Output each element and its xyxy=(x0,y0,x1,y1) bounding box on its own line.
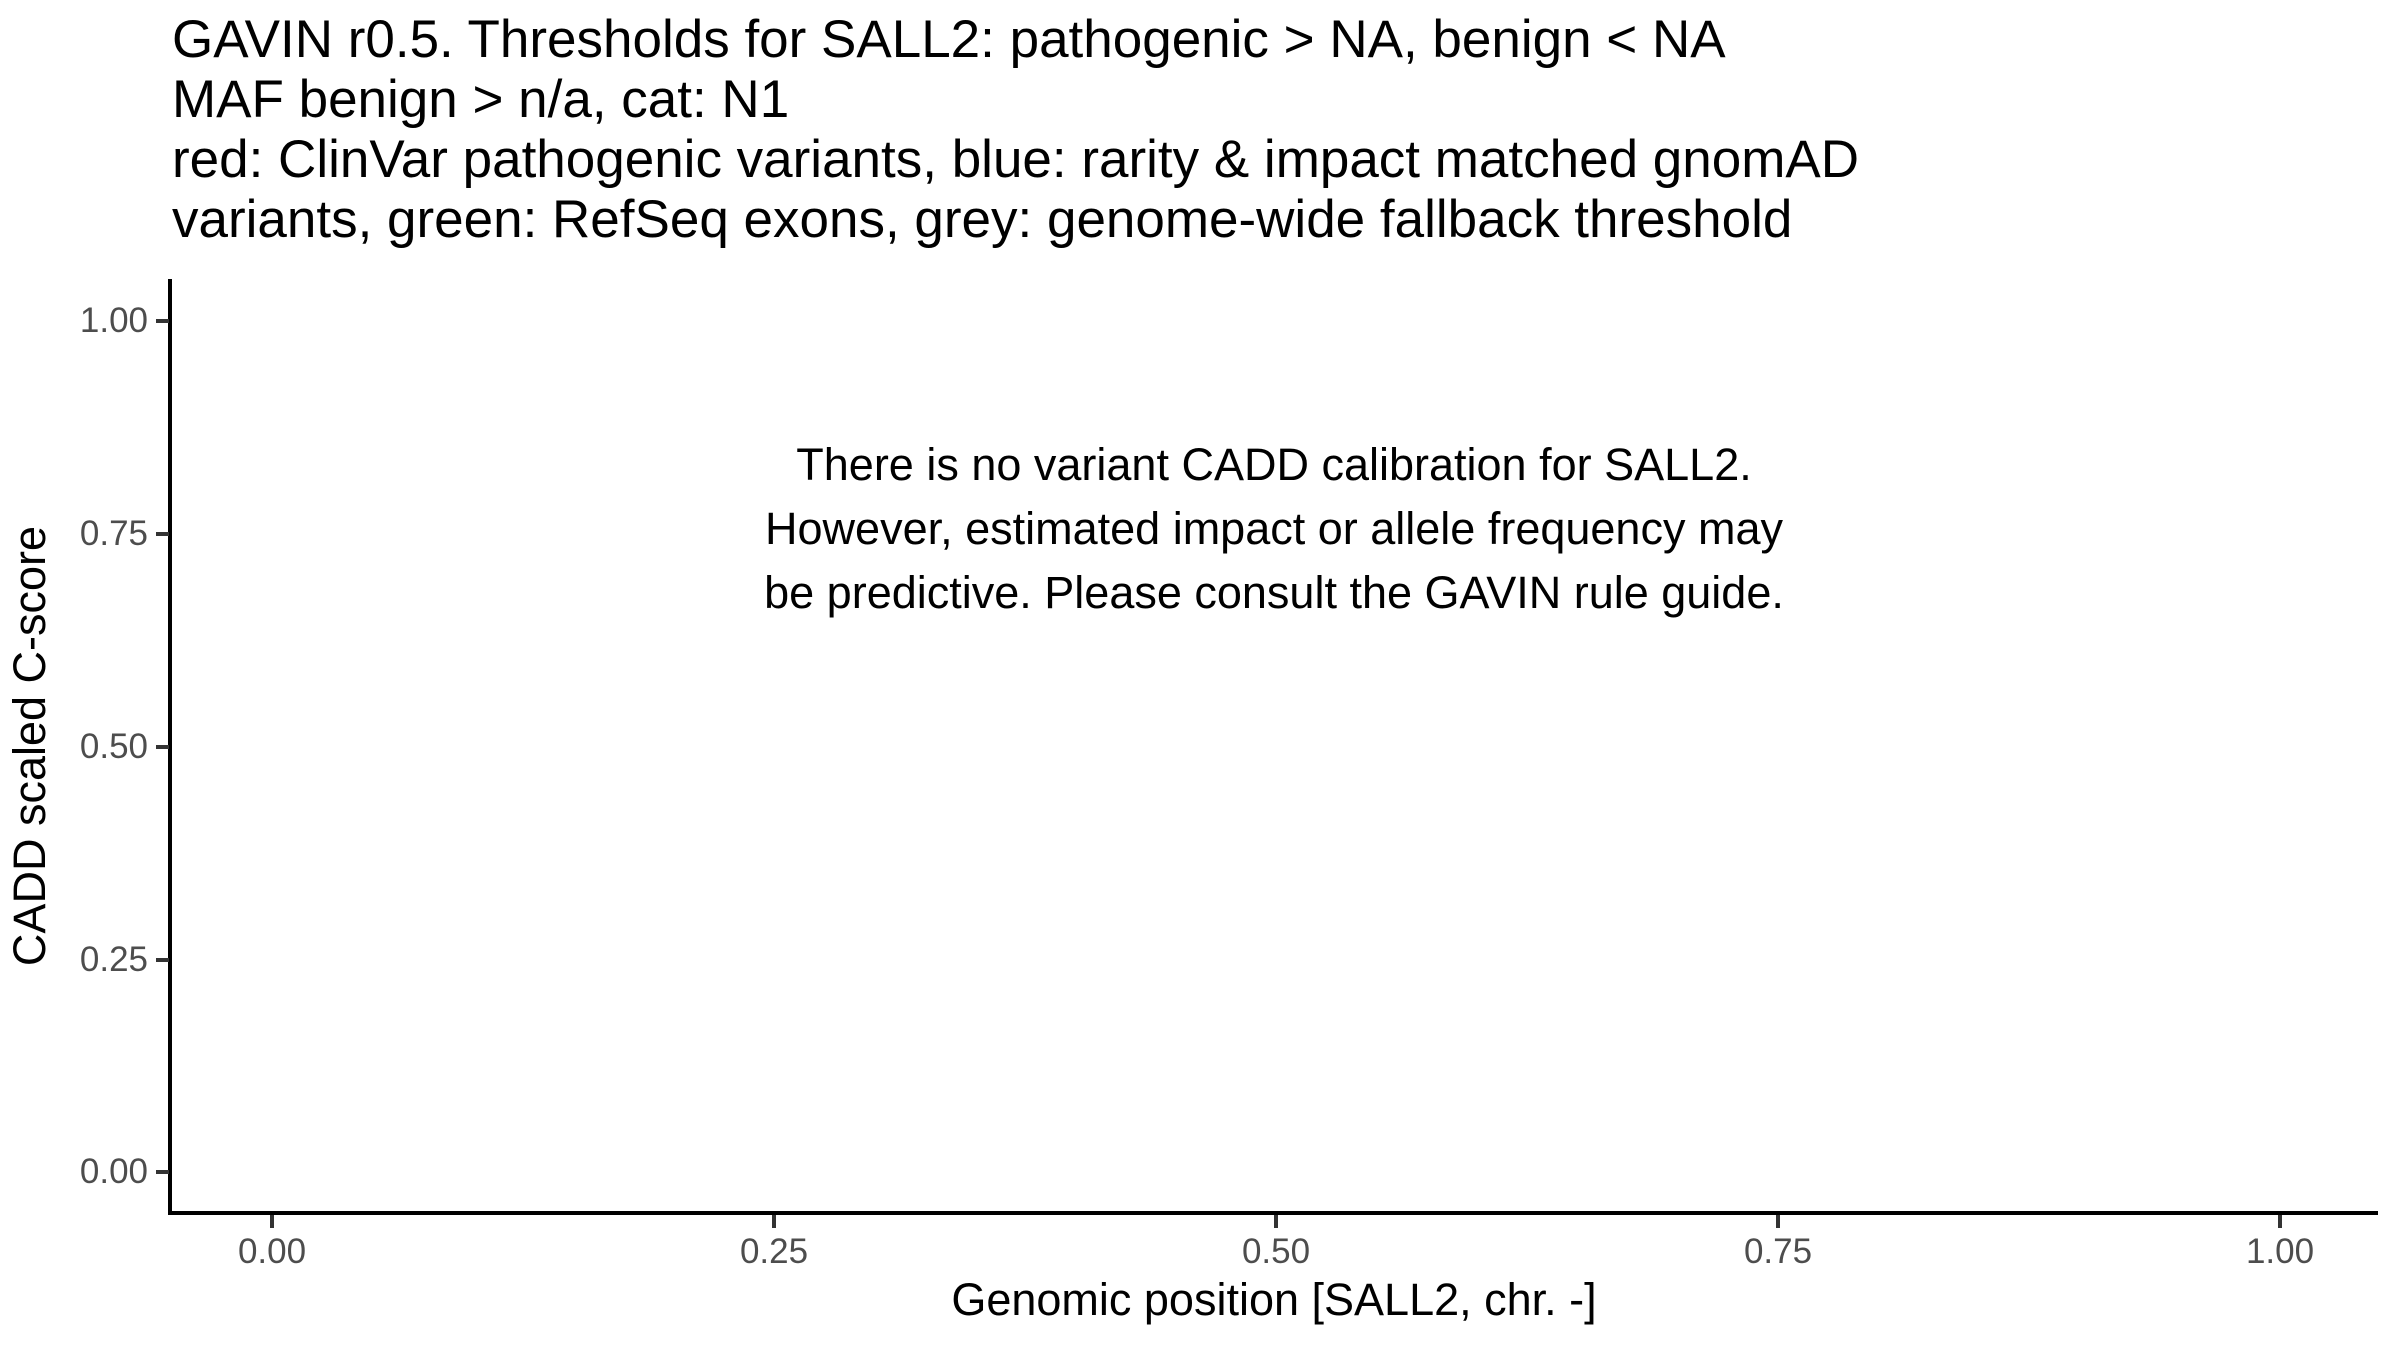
x-tick-mark xyxy=(1776,1215,1780,1228)
y-tick-mark xyxy=(156,532,169,536)
x-tick-mark xyxy=(772,1215,776,1228)
x-axis-title: Genomic position [SALL2, chr. -] xyxy=(951,1274,1597,1325)
y-tick-mark xyxy=(156,958,169,962)
x-tick-mark xyxy=(2278,1215,2282,1228)
x-tick-label: 0.25 xyxy=(739,1232,809,1271)
annotation-line-1: There is no variant CADD calibration for SALL2. xyxy=(796,439,1752,490)
annotation-line-3: be predictive. Please consult the GAVIN rule guide. xyxy=(764,567,1784,618)
y-tick-mark xyxy=(156,319,169,323)
x-tick-label: 0.00 xyxy=(237,1232,307,1271)
y-tick-label: 0.25 xyxy=(79,940,148,979)
x-tick-label: 0.50 xyxy=(1241,1232,1311,1271)
x-tick-mark xyxy=(1274,1215,1278,1228)
x-tick-mark xyxy=(270,1215,274,1228)
y-tick-mark xyxy=(156,745,169,749)
plot-title-line-3: red: ClinVar pathogenic variants, blue: rarity & impact matched gnomAD xyxy=(172,130,1859,189)
y-tick-label: 0.00 xyxy=(79,1152,148,1191)
plot-annotation xyxy=(170,433,2378,625)
plot-title-line-2: MAF benign > n/a, cat: N1 xyxy=(172,70,790,129)
y-axis-title: CADD scaled C-score xyxy=(4,525,55,967)
y-tick-mark xyxy=(156,1170,169,1174)
plot-title-line-4: variants, green: RefSeq exons, grey: genome-wide fallback threshold xyxy=(172,190,1793,249)
plot-title xyxy=(172,10,1859,250)
plot-title-line-1: GAVIN r0.5. Thresholds for SALL2: pathogenic > NA, benign < NA xyxy=(172,10,1726,69)
x-axis-line xyxy=(168,1211,2378,1215)
annotation-line-2: However, estimated impact or allele frequency may xyxy=(765,503,1783,554)
y-tick-label: 1.00 xyxy=(79,301,148,340)
x-tick-label: 1.00 xyxy=(2245,1232,2315,1271)
x-tick-label: 0.75 xyxy=(1743,1232,1813,1271)
y-tick-label: 0.75 xyxy=(79,514,148,553)
y-tick-label: 0.50 xyxy=(79,727,148,766)
